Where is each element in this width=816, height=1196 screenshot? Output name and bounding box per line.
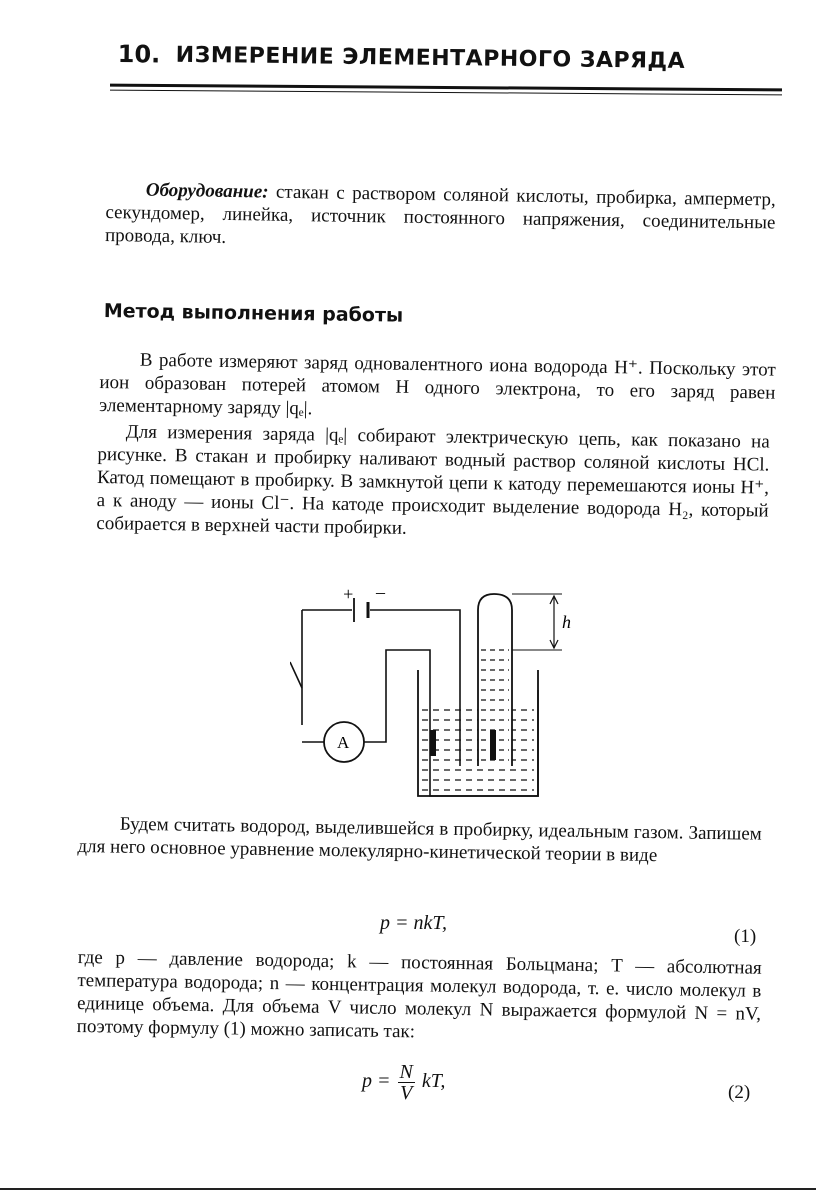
- battery-icon: [354, 598, 368, 622]
- page-bottom-rule: [0, 1188, 816, 1190]
- switch-key: [290, 662, 302, 688]
- minus-label: –: [376, 582, 385, 602]
- section-heading: Метод выполнения работы: [103, 300, 404, 327]
- chapter-title: ИЗМЕРЕНИЕ ЭЛЕМЕНТАРНОГО ЗАРЯДА: [175, 42, 686, 74]
- method-paragraph-1: В работе измеряют заряд одновалентного иона водорода H⁺. Поскольку этот ион образован потерей атомом H одного электрона, то его заряд равен элементарному заряду |qₑ|.: [98, 349, 776, 420]
- plus-label: +: [342, 584, 355, 604]
- equation-2-lhs: p =: [362, 1070, 391, 1093]
- anode-electrode: [430, 730, 436, 756]
- equation-1: p = nkT,: [380, 912, 448, 934]
- equation-2-fraction: [398, 1062, 415, 1103]
- equipment-text: стакан с раствором соляной кислоты, пробирка, амперметр, секундомер, линейка, источник постоянного напряжения, соединительные провода, ключ.: [104, 181, 776, 248]
- ammeter-icon: [324, 722, 364, 762]
- equation-2-denominator: V: [400, 1082, 413, 1104]
- equation-2-numerator: N: [399, 1061, 413, 1083]
- definitions-paragraph: где p — давление водорода; k — постоянная Больцмана; T — абсолютная температура водорода; n — концентрация молекул водорода, т. е. число молекул в единице объема. Для объема V число молекул N выражается формулой N = nV, поэтому формулу (1) можно записать так:: [76, 946, 762, 1043]
- circuit-figure: [290, 580, 590, 810]
- kinetic-theory-paragraph: Будем считать водород, выделившейся в пробирку, идеальным газом. Запишем для него основное уравнение молекулярно-кинетической теории в виде: [77, 813, 762, 867]
- equipment-lead: Оборудование:: [145, 179, 269, 203]
- cathode-electrode: [490, 730, 496, 760]
- equation-1-number: (1): [734, 926, 757, 947]
- ammeter-label: A: [337, 733, 350, 752]
- equation-2: [362, 1062, 445, 1103]
- equation-2-number: (2): [728, 1082, 751, 1103]
- equation-2-rhs: kT,: [421, 1070, 446, 1093]
- circuit-diagram: [290, 580, 590, 810]
- equipment-paragraph: [105, 178, 776, 258]
- chapter-number: 10.: [117, 39, 161, 69]
- chapter-heading: [117, 34, 758, 92]
- height-label: h: [562, 612, 571, 632]
- method-paragraph-2: Для измерения заряда |qₑ| собирают электрическую цепь, как показано на рисунке. В стакан и пробирку наливают водный раствор соляной кислоты HCl. Катод помещают в пробирку. В замкнутой цепи к катоду перемешаются ионы H⁺, а к аноду — ионы Cl⁻. На катоде происходит выделение водорода H₂, который собирается в верхней части пробирки.: [96, 421, 770, 539]
